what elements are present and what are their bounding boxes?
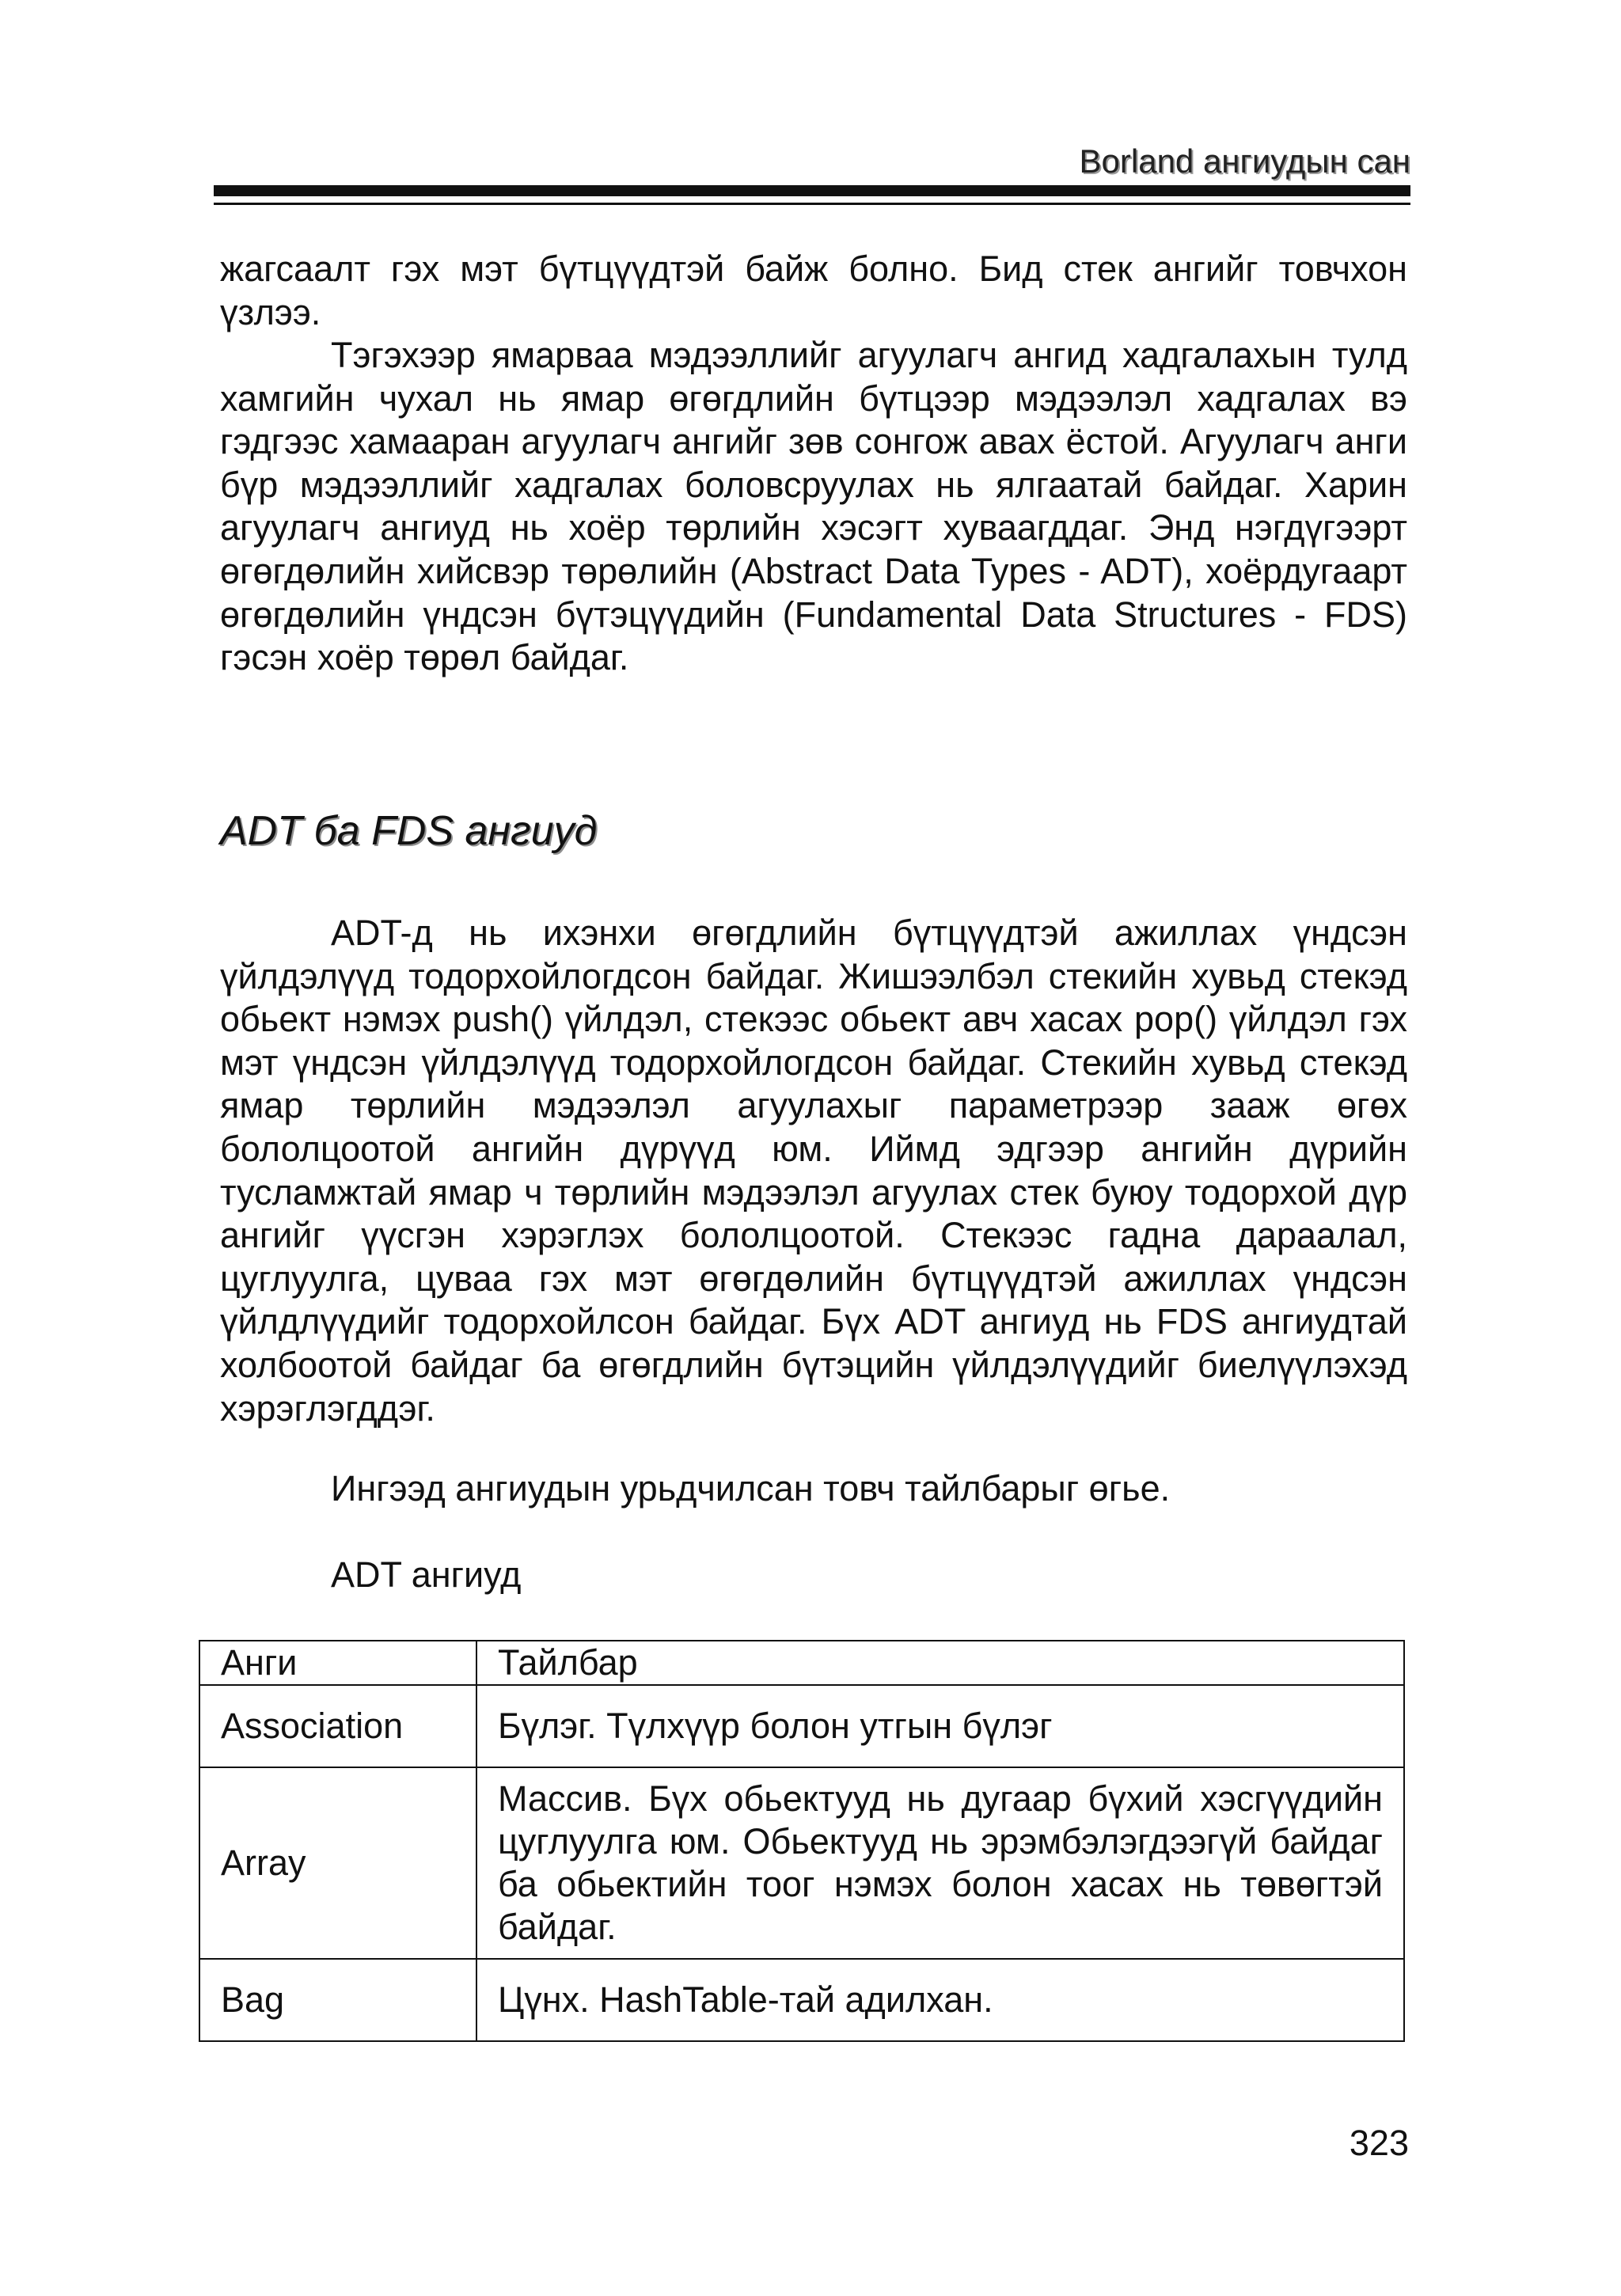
table-row (199, 1959, 1404, 2041)
table-cell-class: Association (199, 1685, 476, 1767)
table-header-class: Анги (199, 1641, 476, 1685)
adt-classes-table (199, 1640, 1405, 2042)
body-paragraph-2: Тэгэхээр ямарваа мэдээллийг агуулагч ангид хадгалахын тулд хамгийн чухал нь ямар өгөгдлийн бүтцээр мэдээлэл хадгалах вэ гэдгээс хамааран агуулагч ангийг зөв сонгож авах ёстой. Агуулагч анги бүр мэдээллийг хадгалах боловсруулах нь ялгаатай байдаг. Харин агуулагч ангиуд нь хоёр төрлийн хэсэгт хуваагддаг. Энд нэгдүгээрт өгөгдөлийн хийсвэр төрөлийн (Abstract Data Types - ADT), хоёрдугаарт өгөгдөлийн үндсэн бүтэцүүдийн (Fundamental Data Structures - FDS) гэсэн хоёр төрөл байдаг. (220, 335, 1407, 678)
header-rule-thin (214, 203, 1410, 205)
table-cell-description: Массив. Бүх обьектууд нь дугаар бүхий хэсгүүдийн цуглуулга юм. Обьектууд нь эрэмбэлэгдээгүй байдаг ба обьектийн тоог нэмэх болон хасах нь төвөгтэй байдаг. (476, 1767, 1404, 1959)
table-header-row (199, 1641, 1404, 1685)
page-number: 323 (1349, 2123, 1409, 2163)
table-cell-class: Bag (199, 1959, 476, 2041)
table-cell-class: Array (199, 1767, 476, 1959)
body-paragraph-3: ADT-д нь ихэнхи өгөгдлийн бүтцүүдтэй ажиллах үндсэн үйлдэлүүд тодорхойлогдсон байдаг. Жишээлбэл стекийн хувьд стекэд обьект нэмэх push() үйлдэл, стекээс обьект авч хасах pop() үйлдэл гэх мэт үндсэн үйлдэлүүд тодорхойлогдсон байдаг. Стекийн хувьд стекэд ямар төрлийн мэдээлэл агуулахыг параметрээр зааж өгөх бололцоотой ангийн дүрүүд юм. Иймд эдгээр ангийн дүрийн тусламжтай ямар ч төрлийн мэдээлэл агуулах стек буюу тодорхой дүр ангийг үүсгэн хэрэглэх бололцоотой. Стекээс гадна дараалал, цуглуулга, цуваа гэх мэт өгөгдөлийн бүтцүүдтэй ажиллах үндсэн үйлдлүүдийг тодорхойлсон байдаг. Бүх ADT ангиуд нь FDS ангиудтай холбоотой байдаг ба өгөгдлийн бүтэцийн үйлдэлүүдийг биелүүлэхэд хэрэглэгддэг. (220, 913, 1407, 1429)
body-paragraph-4: Ингээд ангиудын урьдчилсан товч тайлбарыг өгье. (331, 1468, 1171, 1509)
header-rule-thick (214, 185, 1410, 196)
section-heading: ADT ба FDS ангиуд (220, 808, 598, 854)
table-caption: ADT ангиуд (331, 1554, 522, 1595)
table-cell-description: Бүлэг. Түлхүүр болон утгын бүлэг (476, 1685, 1404, 1767)
table-header-description: Тайлбар (476, 1641, 1404, 1685)
table-row (199, 1685, 1404, 1767)
body-paragraph-1: жагсаалт гэх мэт бүтцүүдтэй байж болно. Бид стек ангийг товчхон үзлээ. (220, 249, 1407, 332)
table-row (199, 1767, 1404, 1959)
table-cell-description: Цүнх. HashTable-тай адилхан. (476, 1959, 1404, 2041)
running-header-title: Borland ангиудын сан (1079, 142, 1410, 180)
